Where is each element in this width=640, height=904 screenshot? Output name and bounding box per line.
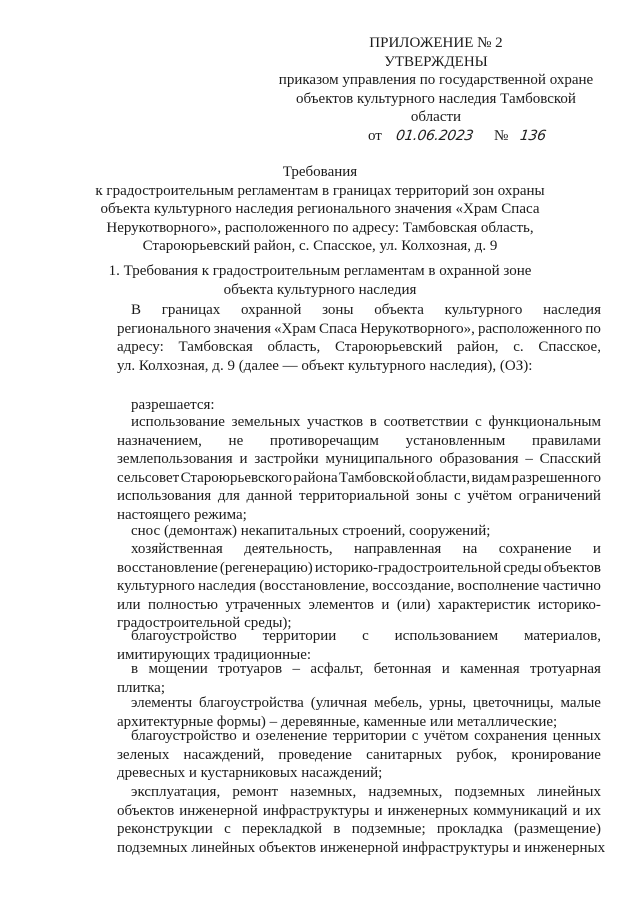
paragraph-line: настоящего режима; bbox=[117, 507, 247, 523]
paragraph-line: архитектурные формы) – деревянные, каменные или металлические; bbox=[117, 713, 558, 730]
handwritten-date: 01.06.2023 bbox=[394, 127, 475, 144]
paragraph-line: землепользования и застройки муниципального образования – Спасский bbox=[117, 451, 601, 468]
title-line: Нерукотворного», расположенного по адресу: Тамбовская область, bbox=[106, 219, 534, 236]
paragraph-line: использования для данной территориальной зоны с учётом ограничений bbox=[117, 488, 601, 505]
approved-label: УТВЕРЖДЕНЫ bbox=[384, 53, 488, 70]
paragraph-line: элементы благоустройства (уличная мебель, урны, цветочницы, малые bbox=[131, 695, 601, 711]
paragraph-line: назначением, не противоречащим установленным правилами bbox=[117, 432, 601, 449]
appendix-number: ПРИЛОЖЕНИЕ № 2 bbox=[369, 35, 503, 51]
title-line: Требования bbox=[282, 164, 358, 180]
paragraph-line: имитирующих традиционные: bbox=[117, 646, 312, 663]
paragraph-line: восстановление (регенерацию) историко-градостроительной среды объектов bbox=[117, 559, 601, 576]
paragraph-line: реконструкции с перекладкой в подземные; прокладка (размещение) bbox=[117, 821, 601, 838]
paragraph-line: регионального значения «Храм Спаса Нерукотворного», расположенного по bbox=[117, 320, 601, 337]
order-line-1: приказом управления по государственной охране bbox=[278, 72, 594, 88]
section-1-heading bbox=[80, 262, 560, 299]
paragraph-line: адресу: Тамбовская область, Староюрьевский район, с. Спасское, bbox=[117, 339, 601, 356]
document-title bbox=[80, 163, 560, 256]
paragraph-line: градостроительной среды); bbox=[117, 615, 292, 632]
order-line-3: области bbox=[410, 109, 462, 125]
paragraph-line: древесных и кустарниковых насаждений; bbox=[117, 765, 383, 782]
date-number-line bbox=[276, 127, 596, 147]
paragraph-line: В границах охранной зоны объекта культурного наследия bbox=[131, 302, 601, 318]
paragraph-line: благоустройство и озеленение территории с учётом сохранения ценных bbox=[131, 728, 601, 744]
paragraph-line: плитка; bbox=[117, 679, 165, 696]
paragraph-line: снос (демонтаж) некапитальных строений, сооружений; bbox=[131, 523, 491, 539]
paragraph-line: ул. Колхозная, д. 9 (далее — объект культурного наследия), (ОЗ): bbox=[117, 357, 533, 374]
order-line-2: объектов культурного наследия Тамбовской bbox=[296, 90, 576, 107]
from-label: от bbox=[368, 127, 382, 144]
paragraph-line: эксплуатация, ремонт наземных, надземных, подземных линейных bbox=[131, 784, 601, 800]
paragraph-line: хозяйственная деятельность, направленная на сохранение и bbox=[131, 541, 601, 557]
title-line: объекта культурного наследия регионального значения «Храм Спаса bbox=[100, 201, 540, 218]
number-label: № bbox=[494, 127, 509, 144]
paragraph-line: в мощении тротуаров – асфальт, бетонная и каменная тротуарная bbox=[131, 661, 601, 677]
paragraph-line: или полностью утраченных элементов и (или) характеристик историко- bbox=[117, 596, 601, 613]
paragraph-line: культурного наследия (восстановление, воссоздание, восполнение частично bbox=[117, 578, 601, 595]
paragraph-line: использование земельных участков в соответствии с функциональным bbox=[131, 414, 601, 430]
paragraph-line: сельсовет Староюрьевского района Тамбовской области, видам разрешенного bbox=[117, 469, 601, 486]
paragraph-line: разрешается: bbox=[131, 397, 215, 413]
title-line: к градостроительным регламентам в границах территорий зон охраны bbox=[95, 182, 545, 199]
paragraph-line: благоустройство территории с использованием материалов, bbox=[131, 628, 601, 644]
paragraph-line: объектов инженерной инфраструктуры и инженерных коммуникаций и их bbox=[117, 802, 601, 819]
section-heading-line: 1. Требования к градостроительным регламентам в охранной зоне bbox=[108, 263, 532, 279]
paragraph-line: подземных линейных объектов инженерной инфраструктуры и инженерных bbox=[117, 839, 606, 856]
title-line: Староюрьевский район, с. Спасское, ул. Колхозная, д. 9 bbox=[142, 238, 498, 255]
section-heading-line: объекта культурного наследия bbox=[223, 281, 417, 298]
paragraph-line: зеленых насаждений, проведение санитарных рубок, кронирование bbox=[117, 746, 601, 763]
appendix-header bbox=[276, 34, 596, 147]
handwritten-number: 136 bbox=[518, 127, 547, 144]
